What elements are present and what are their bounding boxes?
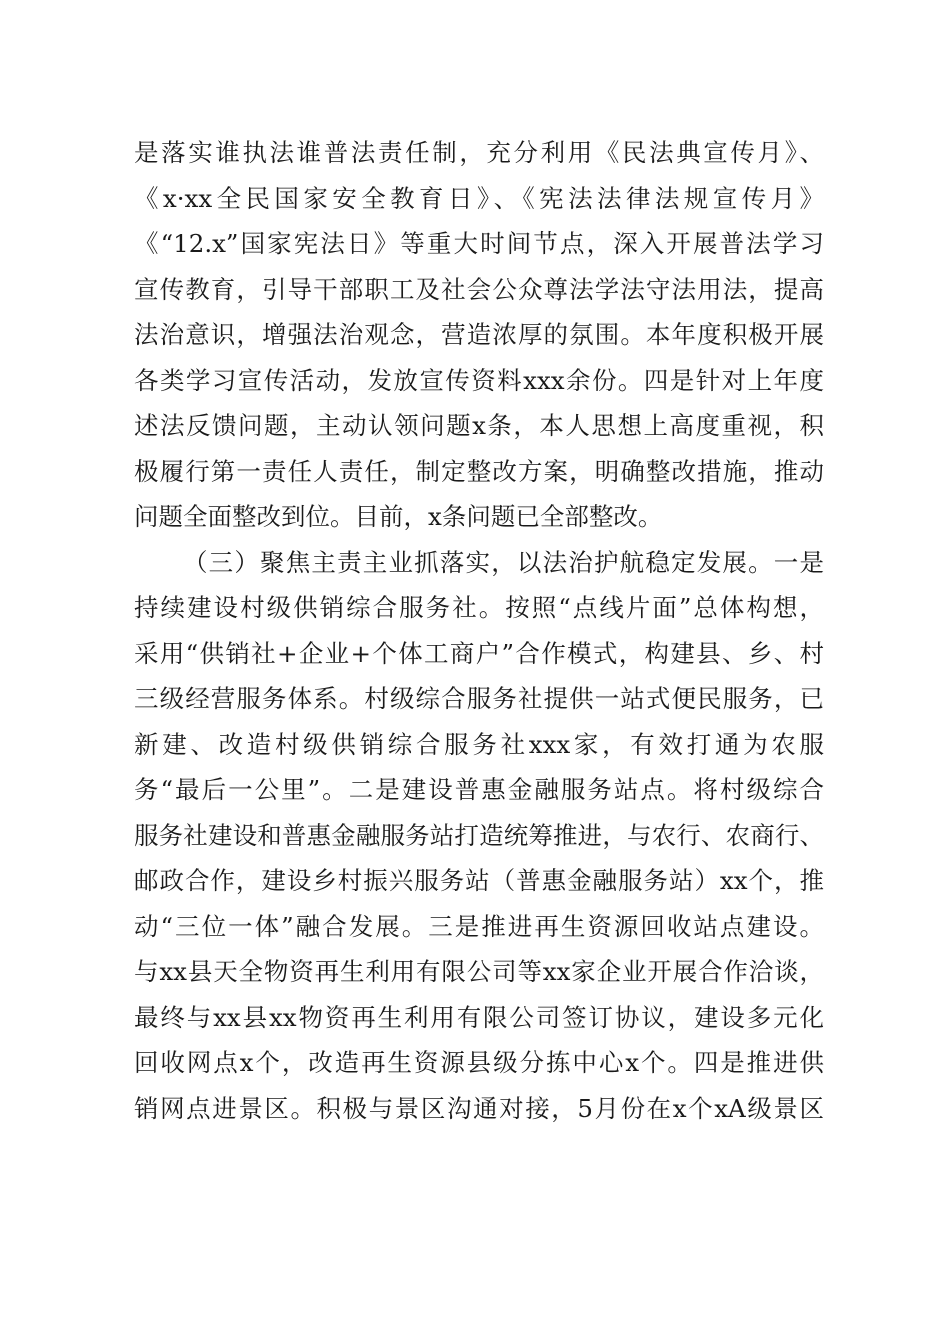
text-line: 回收网点x个，改造再生资源县级分拣中心x个。四是推进供 [134, 1048, 824, 1077]
text-line: 《“12.x”国家宪法日》等重大时间节点，深入开展普法学习 [134, 229, 824, 258]
text-line: 邮政合作，建设乡村振兴服务站（普惠金融服务站）xx个，推 [134, 866, 824, 895]
text-line: 动“三位一体”融合发展。三是推进再生资源回收站点建设。 [134, 911, 824, 941]
text-line: 持续建设村级供销综合服务社。按照“点线片面”总体构想， [134, 593, 824, 622]
text-line: 极履行第一责任人责任，制定整改方案，明确整改措施，推动 [134, 456, 824, 486]
text-line: 述法反馈问题，主动认领问题x条，本人思想上高度重视，积 [134, 411, 824, 440]
text-line: 与xx县天全物资再生利用有限公司等xx家企业开展合作洽谈， [134, 957, 824, 986]
text-line: 新建、改造村级供销综合服务社xxx家，有效打通为农服 [134, 729, 824, 759]
section-heading-line: （三）聚焦主责主业抓落实，以法治护航稳定发展。一是 [183, 547, 824, 577]
text-line: 采用“供销社+企业+个体工商户”合作模式，构建县、乡、村 [134, 638, 824, 668]
text-line: 是落实谁执法谁普法责任制，充分利用《民法典宣传月》、 [134, 138, 824, 167]
text-line: 服务社建设和普惠金融服务站打造统筹推进，与农行、农商行、 [134, 820, 824, 850]
paragraph-end-line: 问题全面整改到位。目前，x条问题已全部整改。 [134, 502, 663, 531]
text-line: 务“最后一公里”。二是建设普惠金融服务站点。将村级综合 [134, 775, 824, 804]
text-line: 最终与xx县xx物资再生利用有限公司签订协议，建设多元化 [134, 1002, 824, 1032]
body-text [134, 130, 824, 1131]
text-line: 销网点进景区。积极与景区沟通对接，5月份在x个xA级景区 [134, 1093, 824, 1123]
text-line: 各类学习宣传活动，发放宣传资料xxx余份。四是针对上年度 [134, 365, 824, 395]
text-line: 宣传教育，引导干部职工及社会公众尊法学法守法用法，提高 [134, 274, 824, 304]
text-line: 法治意识，增强法治观念，营造浓厚的氛围。本年度积极开展 [134, 320, 824, 349]
text-line: 《x·xx全民国家安全教育日》、《宪法法律法规宣传月》 [134, 183, 824, 213]
text-line: 三级经营服务体系。村级综合服务社提供一站式便民服务，已 [134, 684, 824, 713]
